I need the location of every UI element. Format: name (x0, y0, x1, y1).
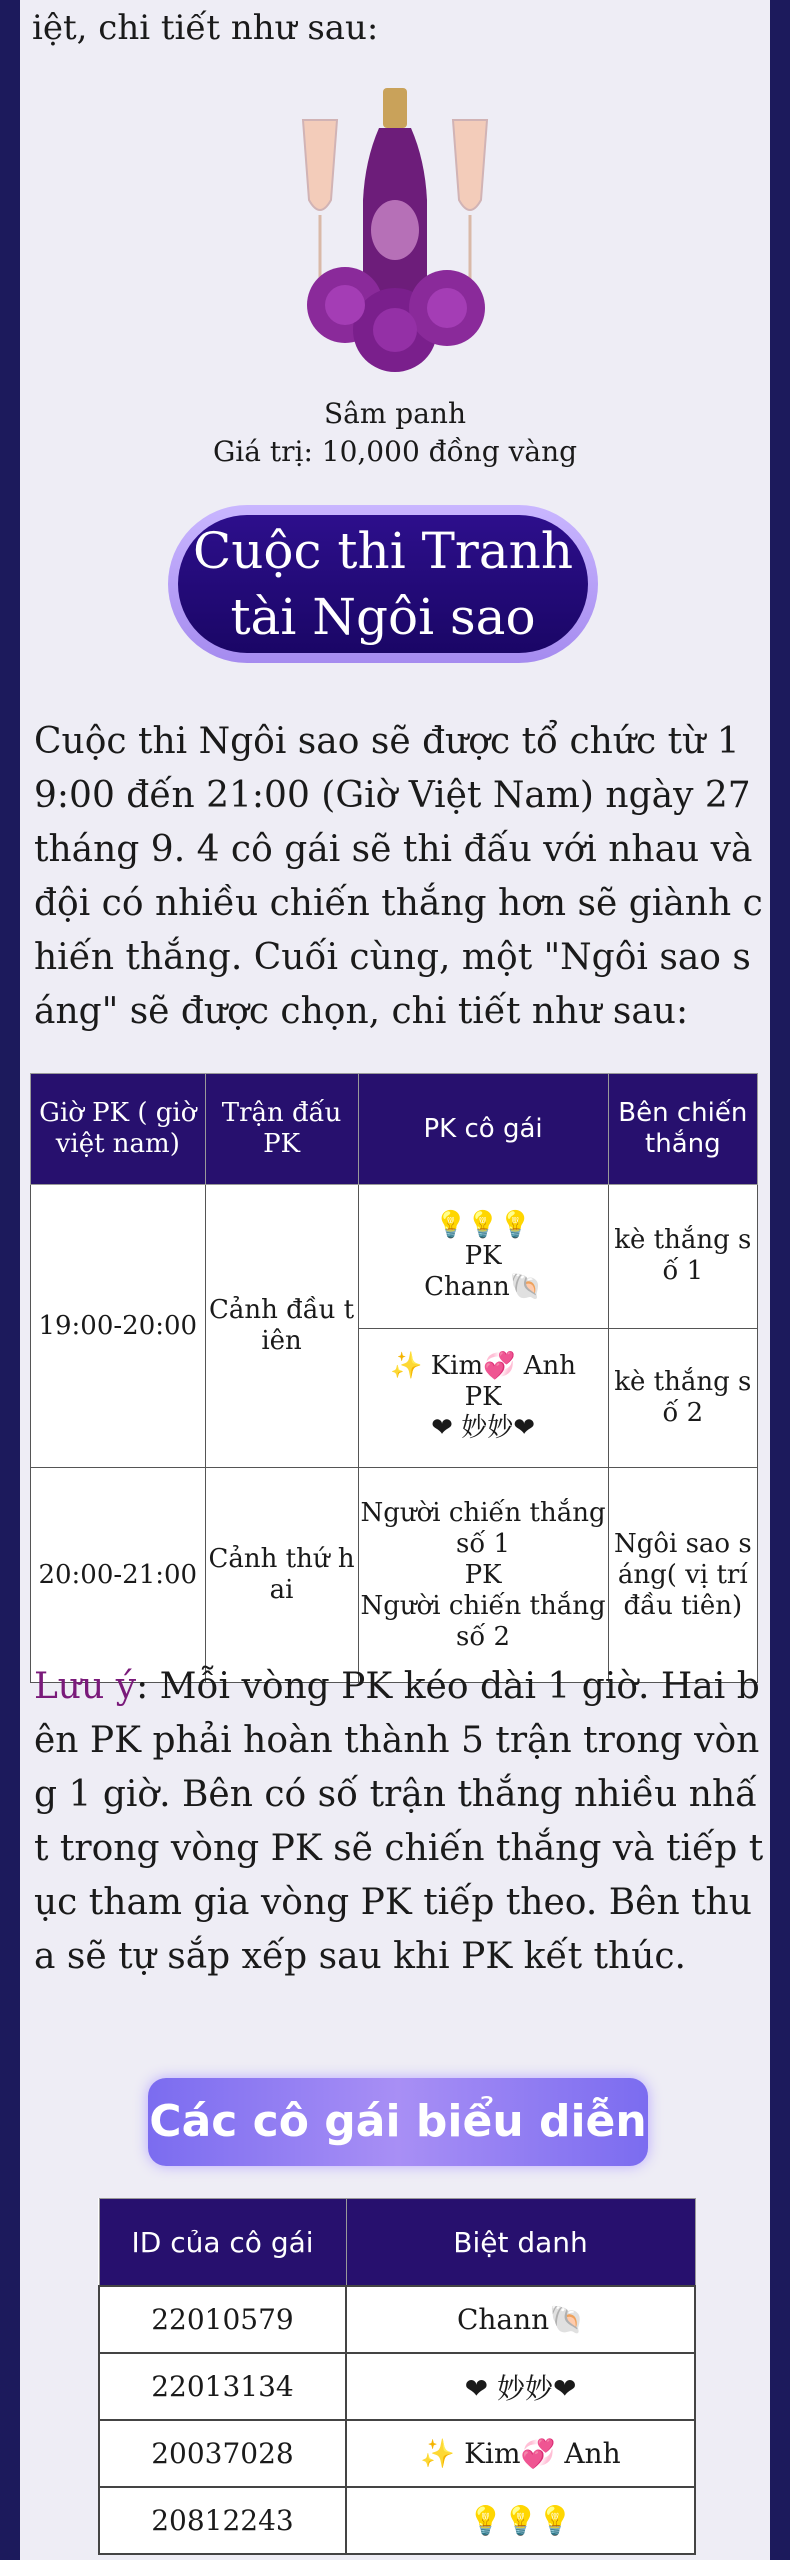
pair1-girl-a: 💡💡💡 (434, 1209, 532, 1240)
table-row (31, 1185, 758, 1329)
table-row (99, 2420, 695, 2487)
table-row (99, 2353, 695, 2420)
table-row (99, 2286, 695, 2353)
header-match: Trận đấu PK (205, 1074, 358, 1185)
girl-id: 20812243 (99, 2487, 346, 2554)
girl-nickname: ✨ Kim💞 Anh (346, 2420, 695, 2487)
header-time: Giờ PK ( giờ việt nam) (31, 1074, 206, 1185)
pair1-girl-b: Chann🐚 (424, 1271, 543, 1302)
pair2-girl-b: ❤ 妙妙❤ (431, 1413, 535, 1444)
note-text: : Mỗi vòng PK kéo dài 1 giờ. Hai bên PK phải hoàn thành 5 trận trong vòng 1 giờ. Bên có số trận thắng nhiều nhất trong vòng PK sẽ chiến thắng và tiếp tục tham gia vòng PK tiếp theo. Bên thua sẽ tự sắp xếp sau khi PK kết thúc. (34, 1666, 764, 1977)
row2-girl-b: Người chiến thắng số 2 (360, 1590, 606, 1652)
champagne-gift-image (275, 80, 515, 380)
right-glass-icon (453, 120, 487, 280)
girl-id: 20037028 (99, 2420, 346, 2487)
row1-pair2 (358, 1328, 608, 1468)
girl-nickname: Chann🐚 (346, 2286, 695, 2353)
pair2-vs: PK (464, 1382, 502, 1413)
girl-id: 22010579 (99, 2286, 346, 2353)
girl-nickname: 💡💡💡 (346, 2487, 695, 2554)
row2-match: Cảnh thứ hai (205, 1468, 358, 1683)
girl-nickname: ❤ 妙妙❤ (346, 2353, 695, 2420)
note-label: Lưu ý (34, 1666, 137, 1707)
event-page (20, 0, 770, 2560)
left-glass-icon (303, 120, 337, 280)
gift-value: Giá trị: 10,000 đồng vàng (212, 435, 578, 468)
header-nickname: Biệt danh (346, 2199, 695, 2287)
contest-title-badge (168, 505, 598, 663)
champagne-illustration (275, 80, 515, 380)
pair1-vs: PK (464, 1240, 502, 1271)
pair2-girl-a: ✨ Kim💞 Anh (390, 1351, 577, 1382)
pk-table-header-row (31, 1074, 758, 1185)
row2-pair (358, 1468, 608, 1683)
row1-pair1-winner: kè thắng số 1 (608, 1185, 757, 1329)
row1-pair2-winner: kè thắng số 2 (608, 1328, 757, 1468)
performers-header-row (99, 2199, 695, 2287)
row2-girl-a: Người chiến thắng số 1 (360, 1497, 606, 1559)
pk-note (34, 1660, 764, 1984)
row1-time: 19:00-20:00 (31, 1185, 206, 1468)
row1-match: Cảnh đầu tiên (205, 1185, 358, 1468)
table-row (99, 2487, 695, 2554)
header-winner: Bên chiến thắng (608, 1074, 757, 1185)
contest-title: Cuộc thi Tranh tài Ngôi sao (178, 515, 588, 653)
row2-winner: Ngôi sao sáng( vị trí đầu tiên) (608, 1468, 757, 1683)
row2-time: 20:00-21:00 (31, 1468, 206, 1683)
pk-schedule-table (30, 1073, 758, 1683)
table-row (31, 1468, 758, 1683)
contest-description: Cuộc thi Ngôi sao sẽ được tổ chức từ 19:00 đến 21:00 (Giờ Việt Nam) ngày 27 tháng 9. 4 cô gái sẽ thi đấu với nhau và đội có nhiều chiến thắng hơn sẽ giành chiến thắng. Cuối cùng, một "Ngôi sao sáng" sẽ được chọn, chi tiết như sau: (34, 721, 763, 1032)
header-girls: PK cô gái (358, 1074, 608, 1185)
girl-id: 22013134 (99, 2353, 346, 2420)
performers-table (98, 2198, 696, 2555)
row1-pair1 (358, 1185, 608, 1329)
gift-name: Sâm panh (323, 397, 466, 430)
row2-vs: PK (464, 1559, 502, 1590)
intro-text-tail: iệt, chi tiết như sau: (32, 8, 379, 48)
performers-title-badge: Các cô gái biểu diễn (148, 2078, 648, 2166)
header-girl-id: ID của cô gái (99, 2199, 346, 2287)
